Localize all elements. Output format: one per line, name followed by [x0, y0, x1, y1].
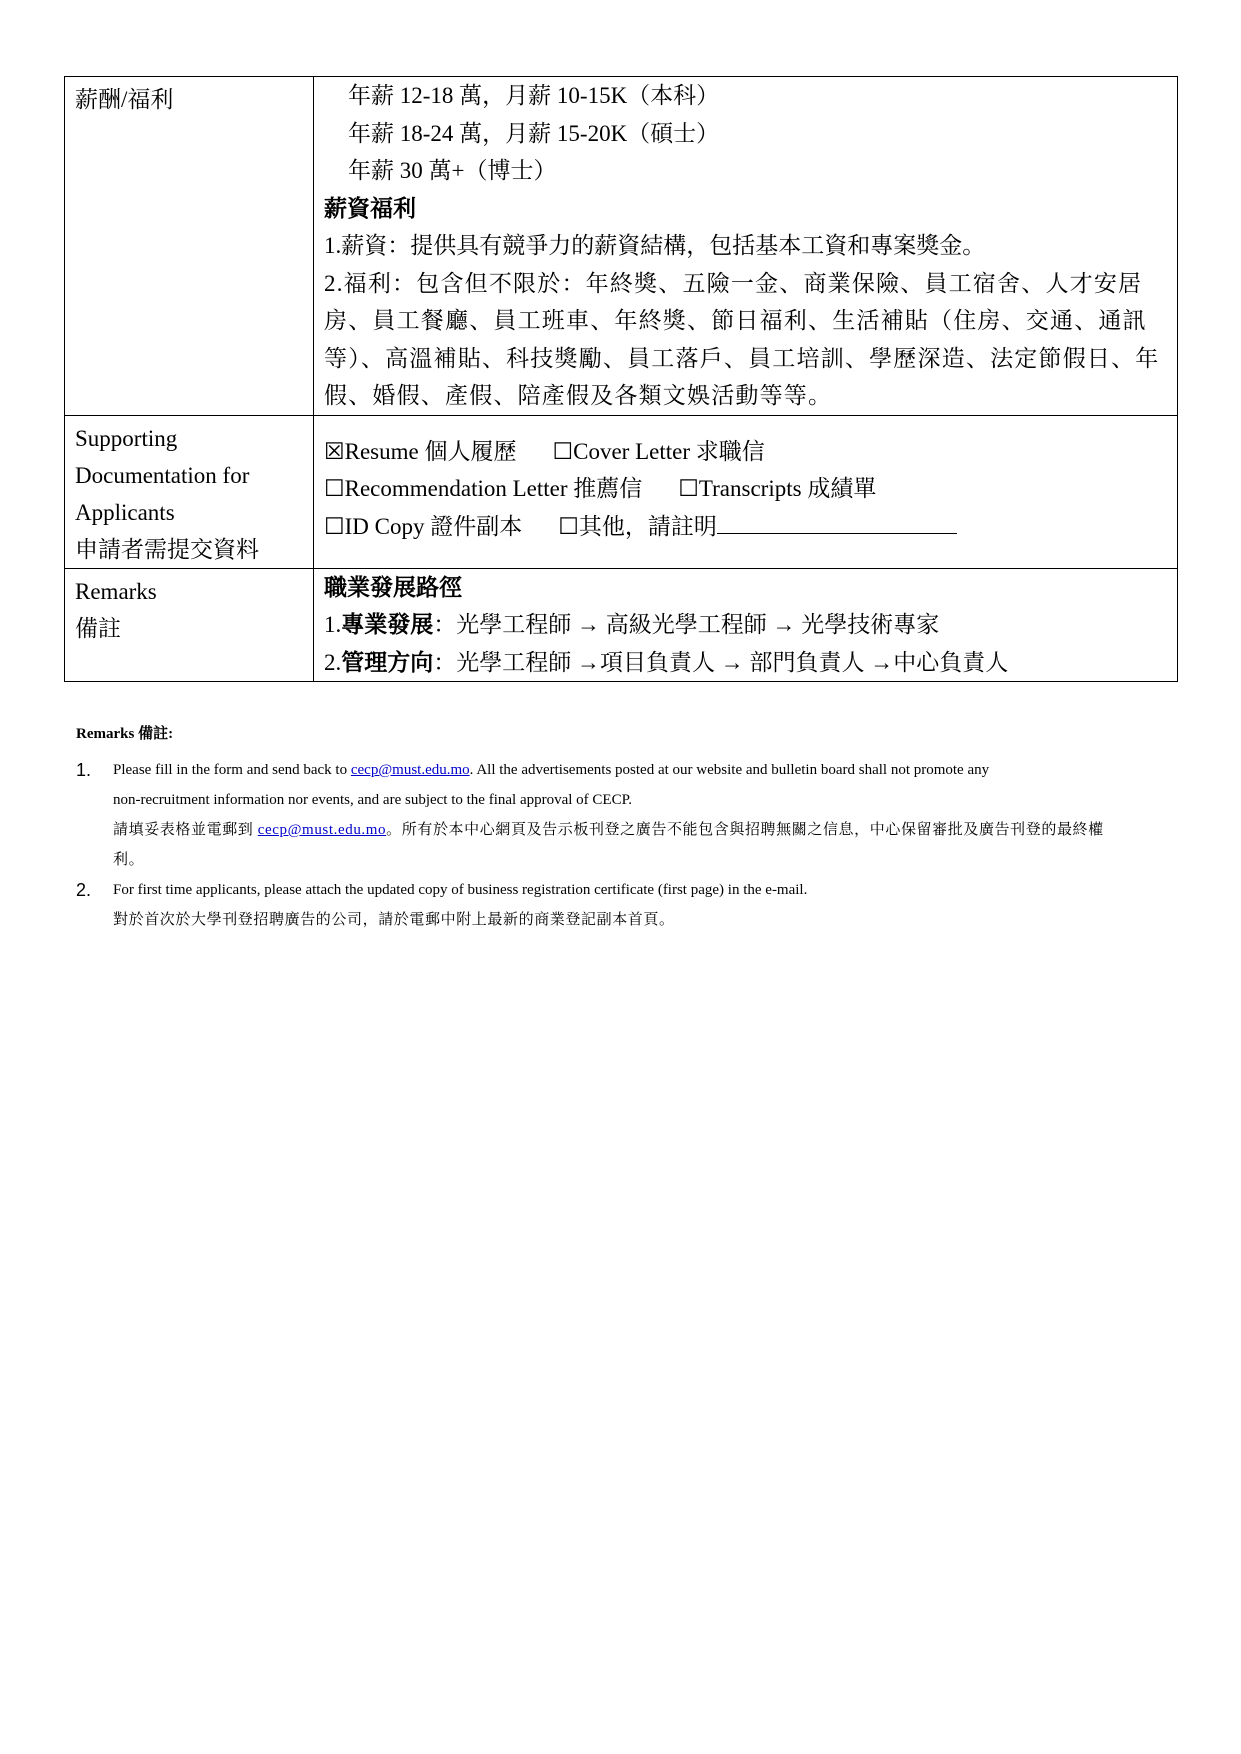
path1-title: 專業發展 [341, 612, 434, 637]
remarks-label-line: 備註 [75, 615, 121, 641]
email-link[interactable]: cecp@must.edu.mo [350, 762, 470, 778]
remarks-label-cell [65, 568, 314, 682]
note-2-en: For first time applicants, please attach the updated copy of business registration certificate (first page) in the e-mail. [113, 882, 808, 898]
documents-row-1 [324, 433, 1167, 471]
benefits-item-salary: 1.薪資：提供具有競爭力的薪資結構，包括基本工資和專案獎金。 [324, 233, 986, 258]
salary-label-cell [65, 77, 314, 416]
benefits-heading: 薪資福利 [324, 195, 416, 221]
note-1 [76, 755, 1186, 875]
note-1-cn-line1 [113, 815, 1186, 845]
documents-label-line: Documentation for [75, 462, 250, 488]
note-1-en-line2: non-recruitment information nor events, and are subject to the final approval of CECP. [113, 792, 633, 808]
cover-letter-label: Cover Letter 求職信 [573, 438, 765, 464]
documents-label-line: Supporting [75, 425, 178, 451]
remarks-label-line: Remarks [75, 578, 157, 604]
footer-remarks-title: Remarks 備註: [76, 726, 174, 742]
salary-content-cell [314, 77, 1178, 416]
email-link-cn[interactable]: cecp@must.edu.mo [257, 822, 387, 838]
transcripts-checkbox[interactable]: ☐ [678, 476, 699, 501]
note-1-en-text: Please fill in the form and send back to [113, 762, 351, 778]
footer-remarks [76, 722, 1186, 935]
resume-label: Resume 個人履歷 [344, 438, 517, 464]
cover-letter-checkbox[interactable]: ☐ [552, 438, 574, 464]
other-checkbox[interactable]: ☐ [558, 513, 579, 539]
remarks-content-cell [314, 568, 1178, 682]
documents-row-2 [324, 470, 1167, 508]
documents-label-line: 申請者需提交資料 [75, 536, 259, 562]
id-copy-label: ID Copy 證件副本 [344, 513, 523, 539]
other-specify-blank[interactable] [717, 511, 957, 534]
path1-text: ：光學工程師 → 高級光學工程師 → 光學技術專家 [433, 612, 940, 637]
path2-title: 管理方向 [341, 649, 434, 675]
other-label: 其他，請註明 [578, 513, 717, 539]
salary-line-phd: 年薪 30 萬+（博士） [348, 158, 557, 183]
note-2-cn: 對於首次於大學刊登招聘廣告的公司，請於電郵中附上最新的商業登記副本首頁。 [113, 912, 675, 928]
career-path-professional [324, 606, 1167, 644]
note-1-number: 1. [76, 760, 92, 780]
path2-text: ：光學工程師 →項目負責人 → 部門負責人 →中心負責人 [433, 649, 1009, 675]
note-1-cn-text: 請填妥表格並電郵到 [113, 822, 258, 838]
path2-prefix: 2. [324, 649, 342, 675]
career-path-management [324, 644, 1167, 682]
note-2 [76, 875, 1186, 935]
documents-row [65, 415, 1178, 568]
job-form-table [64, 76, 1178, 682]
note-1-en-line1 [113, 755, 1186, 785]
recommendation-label: Recommendation Letter 推薦信 [344, 476, 643, 501]
salary-row [65, 77, 1178, 416]
documents-label-line: Applicants [75, 499, 175, 525]
benefits-item-welfare: 2.福利：包含但不限於：年終獎、五險一金、商業保險、員工宿舍、人才安居房、員工餐廳、員工班車、年終獎、節日福利、生活補貼（住房、交通、通訊等）、高溫補貼、科技獎勵、員工落戶、員工培訓、學歷深造、法定節假日、年假、婚假、產假、陪產假及各類文娛活動等等。 [324, 270, 1160, 408]
note-1-en-text-after: . All the advertisements posted at our website and bulletin board shall not promote any [469, 762, 990, 778]
salary-label: 薪酬/福利 [75, 87, 174, 112]
id-copy-checkbox[interactable]: ☐ [324, 513, 345, 539]
transcripts-label: Transcripts 成績單 [698, 476, 877, 501]
documents-label-cell [65, 415, 314, 568]
salary-line-bachelor: 年薪 12-18 萬，月薪 10-15K（本科） [348, 83, 720, 108]
note-1-cn-line2: 利。 [113, 852, 145, 868]
career-path-heading: 職業發展路徑 [324, 574, 462, 600]
note-1-cn-text-after: 。所有於本中心網頁及告示板刊登之廣告不能包含與招聘無關之信息，中心保留審批及廣告刊登的最終權 [386, 822, 1104, 838]
path1-prefix: 1. [324, 612, 342, 637]
note-2-number: 2. [76, 880, 92, 900]
salary-line-master: 年薪 18-24 萬，月薪 15-20K（碩士） [348, 120, 720, 146]
resume-checkbox[interactable]: ☒ [324, 438, 345, 464]
recommendation-checkbox[interactable]: ☐ [324, 476, 345, 501]
remarks-row [65, 568, 1178, 682]
documents-row-3 [324, 508, 1167, 546]
documents-content-cell [314, 415, 1178, 568]
